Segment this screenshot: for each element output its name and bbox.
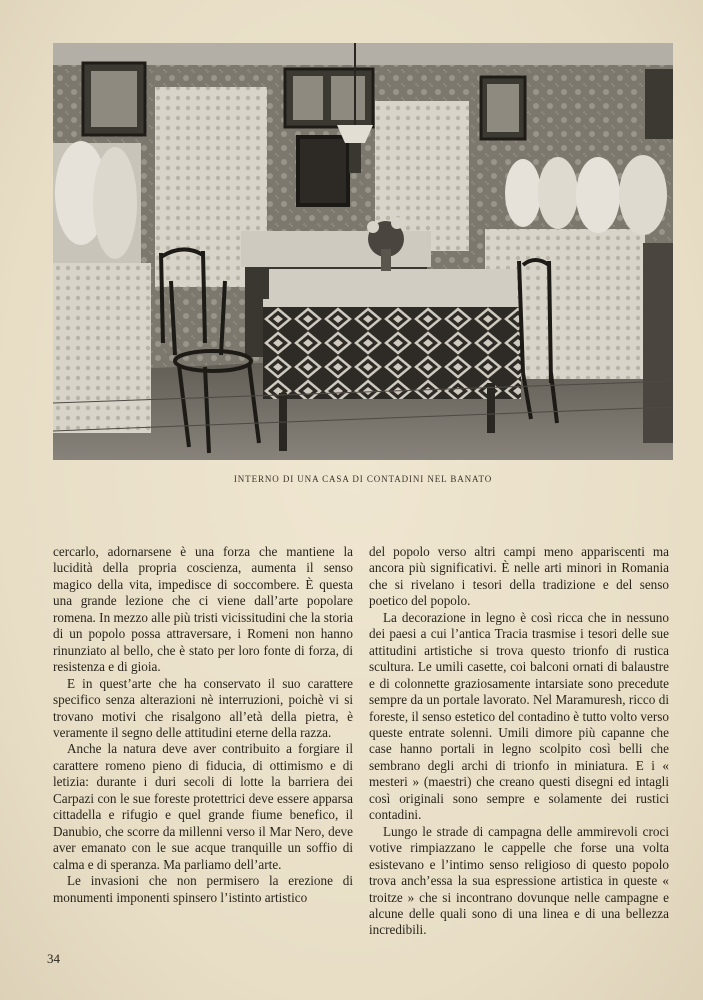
paragraph: La decorazione in legno è così ricca che in nessuno dei paesi a cui l’antica Tracia trasmise i tesori delle sue attitudini artistiche si trova questo trionfo di rustica scultura. Le umili casette, coi balconi ornati di balaustre e di colonnette graziosamente intarsiate sono precedute sempre da un portale lavorato. Nel Maramuresh, ricco di foreste, il senso estetico del contadino è tutto volto verso queste entrate solenni. Umili dimore più capanne che case hanno portali in legno scolpito così belli che sembrano degli archi di trionfo in miniatura. E i « mesteri » (maestri) che creano questi disegni ed intagli così originali sono sempre e solamente dei rustici contadini.	[369, 609, 669, 823]
paragraph: E in quest’arte che ha conservato il suo carattere specifico senza alterazioni nè interruzioni, poichè vi si trovano motivi che risalgono all’età della pietra, è veramente il segno delle attitudini eterne della razza.	[53, 675, 353, 740]
text-column-left	[53, 544, 353, 906]
page-number: 34	[47, 951, 60, 966]
paragraph: Anche la natura deve aver contribuito a forgiare il carattere romeno pieno di fiducia, di ottimismo e di letizia: durante i duri secoli di lotte la barriera dei Carpazi con le sue foreste protettrici deve essere apparsa cittadella e rifugio e quel grande fiume benefico, il Danubio, che scorre da millenni verso il Mar Nero, deve aver emanato con le sue acque tranquille un soffio di calma e di speranza. Ma parliamo dell’arte.	[53, 741, 353, 872]
photo-caption: INTERNO DI UNA CASA DI CONTADINI NEL BANATO	[233, 474, 493, 484]
paragraph: Lungo le strade di campagna delle ammirevoli croci votive rimpiazzano le cappelle che forse una volta esistevano e l’intimo senso religioso di questo popolo trova anch’essa la sua espressione artistica in queste « troitze » che si incontrano dovunque nelle campagne e alcune delle quali sono di una linea e di una bellezza incredibili.	[369, 823, 669, 938]
paragraph: del popolo verso altri campi meno appariscenti ma ancora più significativi. È nelle arti minori in Romania che si rivelano i tesori della tradizione e del senso poetico del popolo.	[369, 544, 669, 609]
interior-photograph	[53, 43, 673, 460]
text-column-right	[369, 544, 669, 939]
paragraph: Le invasioni che non permisero la erezione di monumenti imponenti spinsero l’istinto artistico	[53, 873, 353, 905]
paragraph: cercarlo, adornarsene è una forza che mantiene la lucidità della propria coscienza, aumenta il senso magico della vita, impedisce di soccombere. È questa una grande lezione che ci viene dall’arte popolare romena. In mezzo alle più tristi vicissitudini che la storia di un popolo possa attraversare, i Romeni non hanno rinunziato al bello, che è stato per loro fonte di forza, di resistenza e di gioia.	[53, 544, 353, 675]
